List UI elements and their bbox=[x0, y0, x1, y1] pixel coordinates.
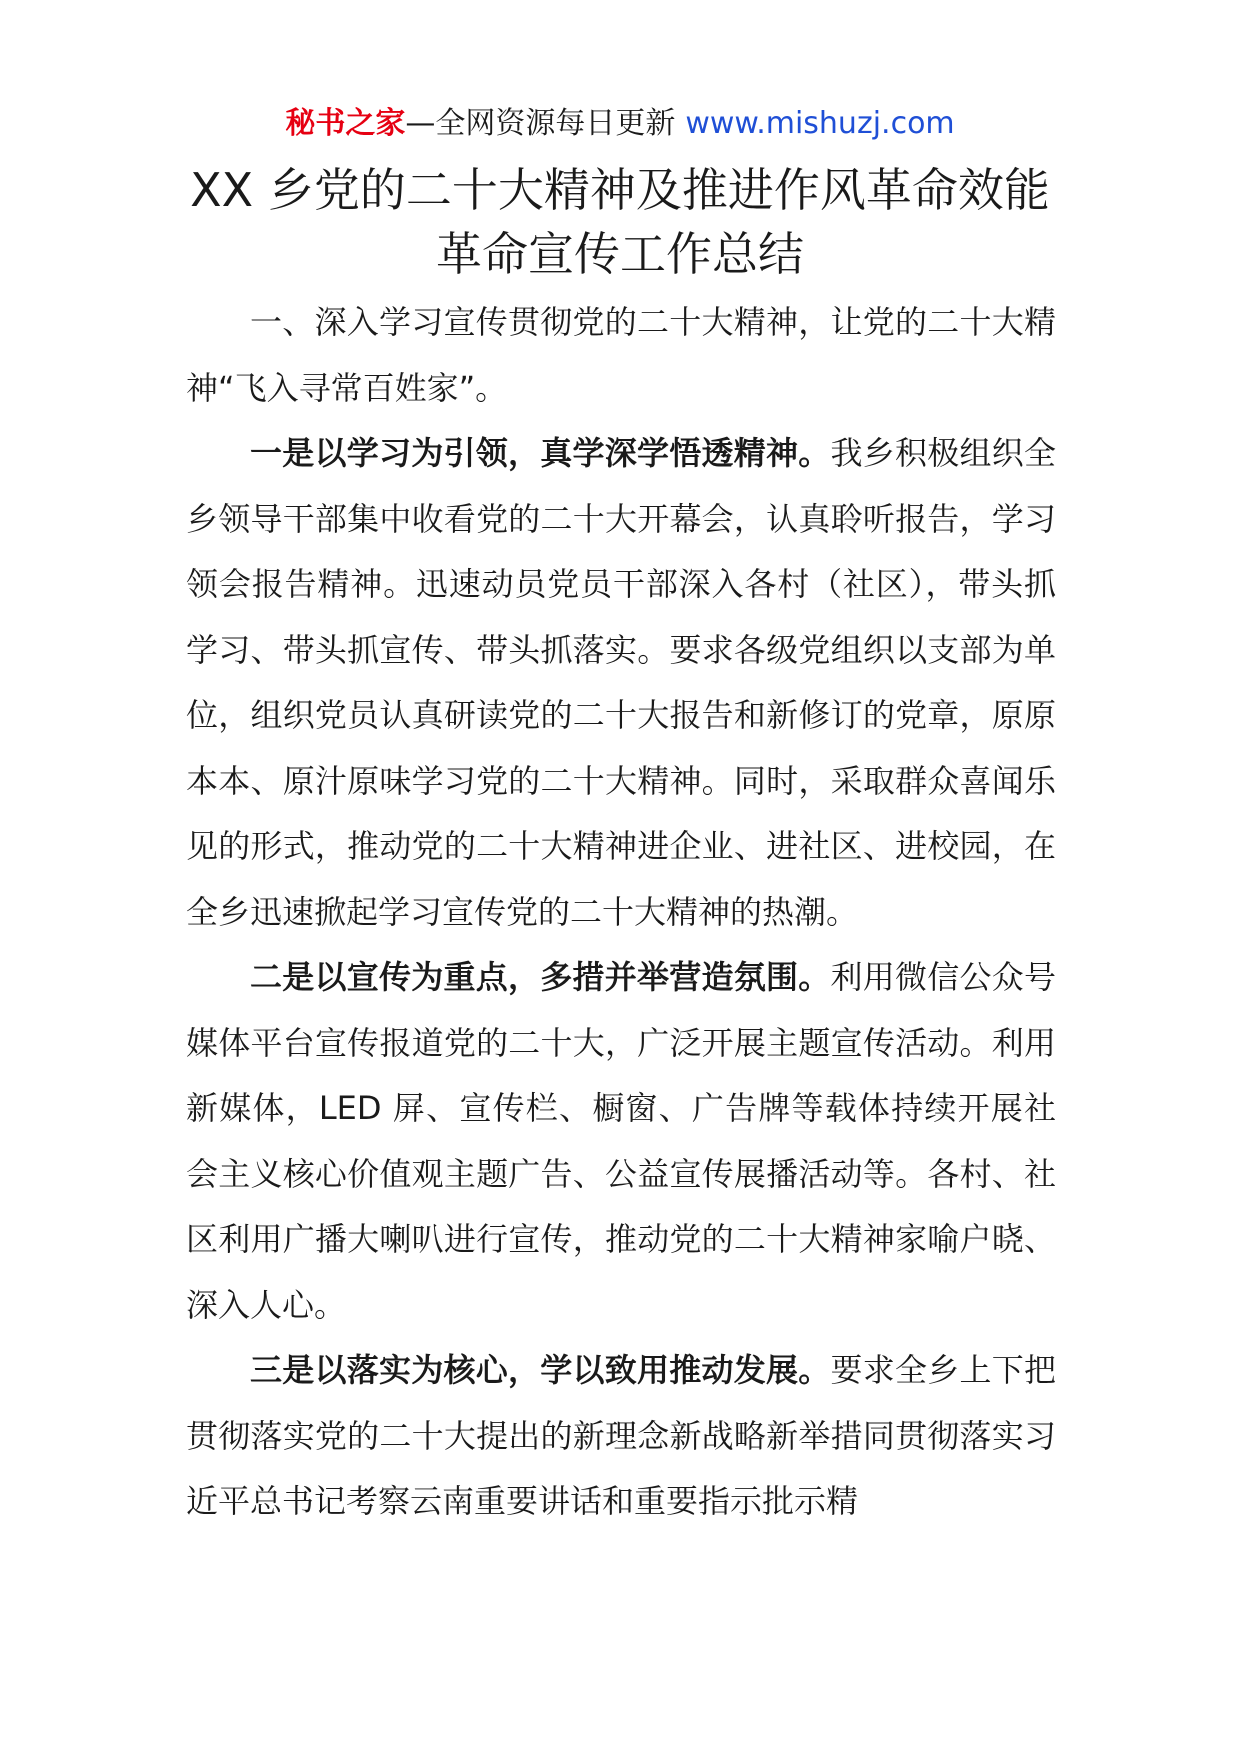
banner-tagline: —全网资源每日更新 bbox=[405, 106, 676, 141]
paragraph-text: 我乡积极组织全乡领导干部集中收看党的二十大开幕会，认真聆听报告，学习领会报告精神。迅速动员党员干部深入各村（社区），带头抓学习、带头抓宣传、带头抓落实。要求各级党组织以支部为单位，组织党员认真研读党的二十大报告和新修订的党章，原原本本、原汁原味学习党的二十大精神。同时，采取群众喜闻乐见的形式，推动党的二十大精神进企业、进社区、进校园，在全乡迅速掀起学习宣传党的二十大精神的热潮。 bbox=[186, 434, 1056, 931]
paragraph-lead: 三是以落实为核心，学以致用推动发展。 bbox=[250, 1351, 831, 1389]
paragraph-publicity bbox=[186, 945, 1056, 1338]
paragraph-implementation bbox=[186, 1338, 1056, 1535]
paragraph-study bbox=[186, 421, 1056, 945]
section-heading-paragraph bbox=[186, 290, 1056, 421]
document-title-line-1: XX 乡党的二十大精神及推进作风革命效能 bbox=[190, 163, 1050, 217]
document-body bbox=[186, 290, 1056, 1535]
paragraph-lead: 一是以学习为引领，真学深学悟透精神。 bbox=[250, 434, 831, 472]
paragraph-text: 利用微信公众号媒体平台宣传报道党的二十大，广泛开展主题宣传活动。利用新媒体，LED 屏、宣传栏、橱窗、广告牌等载体持续开展社会主义核心价值观主题广告、公益宣传展播活动等。各村、社区利用广播大喇叭进行宣传，推动党的二十大精神家喻户晓、深入人心。 bbox=[186, 958, 1056, 1324]
document-title-line-2: 革命宣传工作总结 bbox=[436, 227, 804, 281]
paragraph-lead: 二是以宣传为重点，多措并举营造氛围。 bbox=[250, 958, 831, 996]
paragraph-text: 一、深入学习宣传贯彻党的二十大精神，让党的二十大精神“飞入寻常百姓家”。 bbox=[186, 303, 1056, 407]
banner-brand: 秘书之家 bbox=[285, 106, 406, 141]
paragraph-text: 要求全乡上下把贯彻落实党的二十大提出的新理念新战略新举措同贯彻落实习近平总书记考察云南重要讲话和重要指示批示精 bbox=[186, 1351, 1056, 1520]
site-banner bbox=[0, 104, 1240, 144]
banner-url-link[interactable]: www.mishuzj.com bbox=[685, 106, 955, 141]
